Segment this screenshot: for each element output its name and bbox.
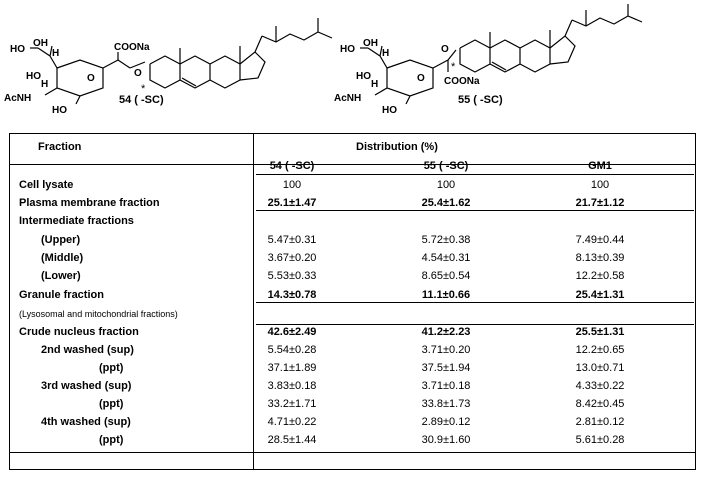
table-cell: 2.81±0.12 <box>575 416 625 428</box>
row-label: Plasma membrane fraction <box>19 197 160 209</box>
atom-ho: HO <box>382 105 397 116</box>
row-label: Granule fraction <box>19 289 104 301</box>
table-cell: 100 <box>282 179 302 191</box>
structure-55-drawing <box>330 0 706 132</box>
row-label-note: (Lysosomal and mitochondrial fractions) <box>19 309 178 319</box>
column-header-gm1: GM1 <box>588 160 612 172</box>
table-cell: 11.1±0.66 <box>421 289 471 301</box>
row-label: 3rd washed (sup) <box>41 380 132 392</box>
row-label: (Upper) <box>41 234 81 246</box>
atom-acnh: AcNH <box>334 93 362 104</box>
atom-o: O <box>417 73 425 84</box>
atom-h: H <box>382 48 390 59</box>
atom-ho: HO <box>356 71 371 82</box>
table-cell: 33.2±1.71 <box>267 398 317 410</box>
table-cell: 5.61±0.28 <box>575 434 625 446</box>
table-cell: 4.54±0.31 <box>421 252 471 264</box>
row-label: (ppt) <box>99 434 124 446</box>
distribution-table <box>9 133 696 470</box>
table-cell: 100 <box>436 179 456 191</box>
atom-acnh: AcNH <box>4 93 32 104</box>
table-cell: 41.2±2.23 <box>421 326 471 338</box>
row-label: Cell lysate <box>19 179 74 191</box>
table-cell: 4.33±0.22 <box>575 380 625 392</box>
atom-ho: HO <box>52 105 67 116</box>
table-cell: 37.1±1.89 <box>267 362 317 374</box>
structure-55 <box>330 0 706 132</box>
stereo-star: * <box>451 61 456 73</box>
table-bottom-rule <box>10 452 695 453</box>
atom-coona: COONa <box>444 76 480 87</box>
compound-label-55: 55 ( -SC) <box>458 94 503 106</box>
atom-ho: HO <box>26 71 41 82</box>
row-label: (ppt) <box>99 362 124 374</box>
atom-h: H <box>371 79 379 90</box>
row-underline <box>256 210 694 211</box>
atom-oh: OH <box>363 38 378 49</box>
atom-coona: COONa <box>114 42 150 53</box>
table-cell: 7.49±0.44 <box>575 234 625 246</box>
table-cell: 4.71±0.22 <box>267 416 317 428</box>
table-cell: 13.0±0.71 <box>575 362 625 374</box>
table-cell: 28.5±1.44 <box>267 434 317 446</box>
table-cell: 25.5±1.31 <box>575 326 625 338</box>
row-label: 4th washed (sup) <box>41 416 131 428</box>
table-cell: 37.5±1.94 <box>421 362 471 374</box>
table-cell: 14.3±0.78 <box>267 289 317 301</box>
table-cell: 12.2±0.65 <box>575 344 625 356</box>
atom-o: O <box>134 68 142 79</box>
table-cell: 42.6±2.49 <box>267 326 317 338</box>
stereo-star: * <box>141 83 146 95</box>
table-cell: 25.4±1.62 <box>421 197 471 209</box>
table-cell: 21.7±1.12 <box>575 197 625 209</box>
row-label: (Lower) <box>41 270 81 282</box>
row-label: (ppt) <box>99 398 124 410</box>
structure-54-drawing <box>0 0 345 132</box>
column-header-underline <box>256 174 694 175</box>
table-cell: 8.42±0.45 <box>575 398 625 410</box>
row-overline <box>256 324 694 325</box>
table-cell: 12.2±0.58 <box>575 270 625 282</box>
structure-54 <box>0 0 345 132</box>
table-cell: 3.67±0.20 <box>267 252 317 264</box>
column-header-55: 55 ( -SC) <box>423 160 469 172</box>
table-cell: 8.13±0.39 <box>575 252 625 264</box>
atom-o: O <box>441 44 449 55</box>
table-cell: 5.47±0.31 <box>267 234 317 246</box>
row-label: Crude nucleus fraction <box>19 326 139 338</box>
table-cell: 25.4±1.31 <box>575 289 625 301</box>
table-cell: 25.1±1.47 <box>267 197 317 209</box>
column-header-54: 54 ( -SC) <box>269 160 315 172</box>
atom-ho: HO <box>340 44 355 55</box>
table-cell: 30.9±1.60 <box>421 434 471 446</box>
header-distribution: Distribution (%) <box>356 141 438 153</box>
table-cell: 3.83±0.18 <box>267 380 317 392</box>
row-label: 2nd washed (sup) <box>41 344 134 356</box>
row-label: (Middle) <box>41 252 84 264</box>
table-cell: 5.72±0.38 <box>421 234 471 246</box>
atom-oh: OH <box>33 38 48 49</box>
table-cell: 2.89±0.12 <box>421 416 471 428</box>
table-cell: 33.8±1.73 <box>421 398 471 410</box>
atom-ho: HO <box>10 44 25 55</box>
column-divider <box>253 134 254 469</box>
header-fraction: Fraction <box>38 141 82 153</box>
table-cell: 5.53±0.33 <box>267 270 317 282</box>
table-cell: 100 <box>590 179 610 191</box>
table-cell: 3.71±0.20 <box>421 344 471 356</box>
row-underline <box>256 302 694 303</box>
table-cell: 3.71±0.18 <box>421 380 471 392</box>
table-cell: 5.54±0.28 <box>267 344 317 356</box>
atom-o: O <box>87 73 95 84</box>
table-cell: 8.65±0.54 <box>421 270 471 282</box>
atom-h: H <box>41 79 49 90</box>
atom-h: H <box>52 48 60 59</box>
row-label: Intermediate fractions <box>19 215 134 227</box>
compound-label-54: 54 ( -SC) <box>119 94 164 106</box>
